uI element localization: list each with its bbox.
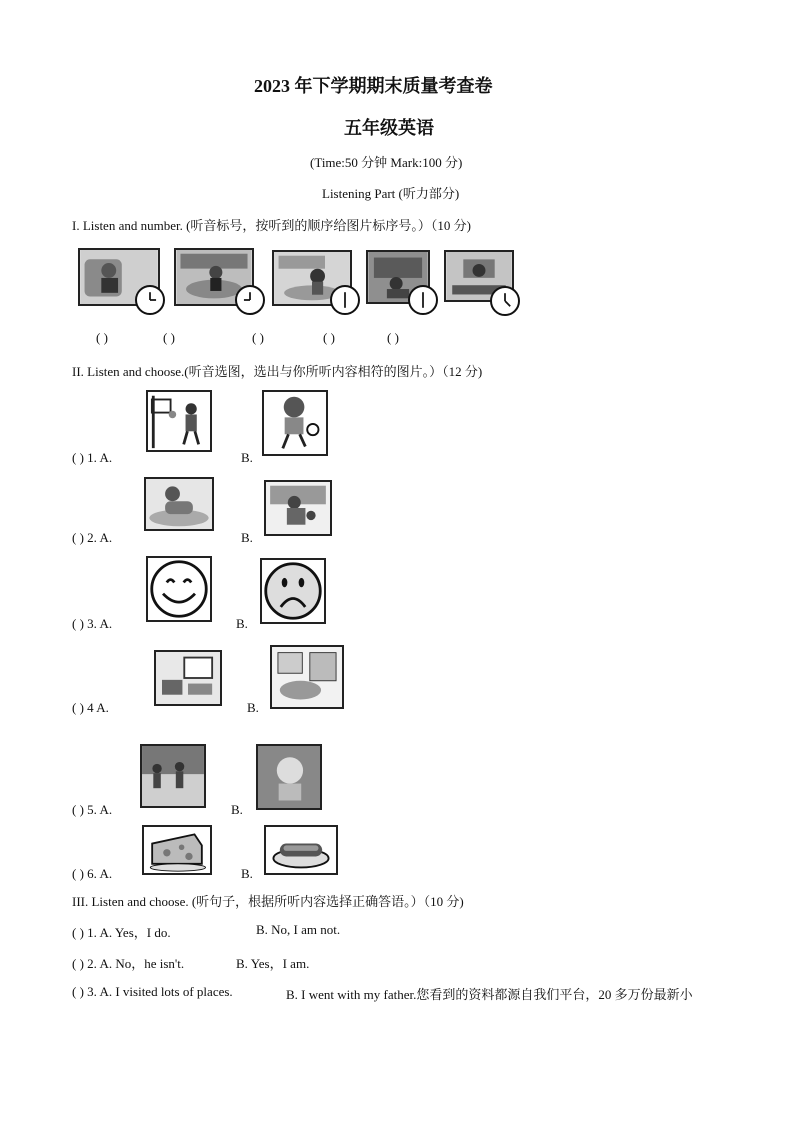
q2-4-label: ( ) 4 A. (72, 700, 109, 715)
q2-1-label: ( ) 1. A. (72, 450, 113, 465)
q2-3-option-b: B. (236, 616, 248, 631)
q2-5-option-b: B. (231, 802, 243, 817)
q3-1-label: ( ) 1. A. Yes，I do. (72, 925, 171, 940)
sad-face-picture (260, 558, 326, 624)
q2-5-label: ( ) 5. A. (72, 802, 113, 817)
section-2-heading: II. Listen and choose.(听音选图，选出与你所听内容相符的图片。）（12 分) (72, 364, 483, 379)
answer-blank[interactable]: ( ) (163, 330, 175, 345)
bathroom-picture (270, 645, 344, 709)
clock-icon (330, 285, 360, 315)
clock-icon (490, 286, 520, 316)
clock-icon (408, 285, 438, 315)
q3-3-label: ( ) 3. A. I visited lots of places. (72, 984, 233, 999)
q2-4-option-b: B. (247, 700, 259, 715)
q2-6-option-b: B. (241, 866, 253, 881)
answer-blank[interactable]: ( ) (323, 330, 335, 345)
answer-blank[interactable]: ( ) (252, 330, 264, 345)
hot-dog-picture (264, 825, 338, 875)
section-1-heading: I. Listen and number. (听音标号，按听到的顺序给图片标序号。）（10 分) (72, 218, 471, 233)
answer-blank[interactable]: ( ) (96, 330, 108, 345)
happy-face-picture (146, 556, 212, 622)
exam-title: 2023 年下学期期末质量考查卷 (254, 76, 493, 96)
exam-subtitle: 五年级英语 (344, 118, 434, 138)
football-picture (262, 390, 328, 456)
q3-3-option-b: B. I went with my father.您看到的资料都源自我们平台，20 多万份最新小 (286, 987, 693, 1002)
cheese-picture (142, 825, 212, 875)
answer-blank[interactable]: ( ) (387, 330, 399, 345)
time-mark: (Time:50 分钟 Mark:100 分) (310, 155, 463, 170)
q2-2-option-b: B. (241, 530, 253, 545)
q2-6-label: ( ) 6. A. (72, 866, 113, 881)
q3-1-option-b: B. No, I am not. (256, 922, 341, 937)
q3-2-option-b: B. Yes，I am. (236, 956, 310, 971)
basketball-picture (146, 390, 212, 452)
section-3-heading: III. Listen and choose. (听句子，根据所听内容选择正确答语。）（10 分) (72, 894, 464, 909)
family-picture (264, 480, 332, 536)
boy-cartoon-picture (256, 744, 322, 810)
q3-2-label: ( ) 2. A. No，he isn't. (72, 956, 185, 971)
q2-3-label: ( ) 3. A. (72, 616, 113, 631)
beach-picture (144, 477, 214, 531)
street-picture (140, 744, 206, 808)
living-room-picture (154, 650, 222, 706)
clock-icon (135, 285, 165, 315)
part-label: Listening Part (听力部分) (322, 186, 460, 201)
clock-icon (235, 285, 265, 315)
q2-2-label: ( ) 2. A. (72, 530, 113, 545)
q2-1-option-b: B. (241, 450, 253, 465)
